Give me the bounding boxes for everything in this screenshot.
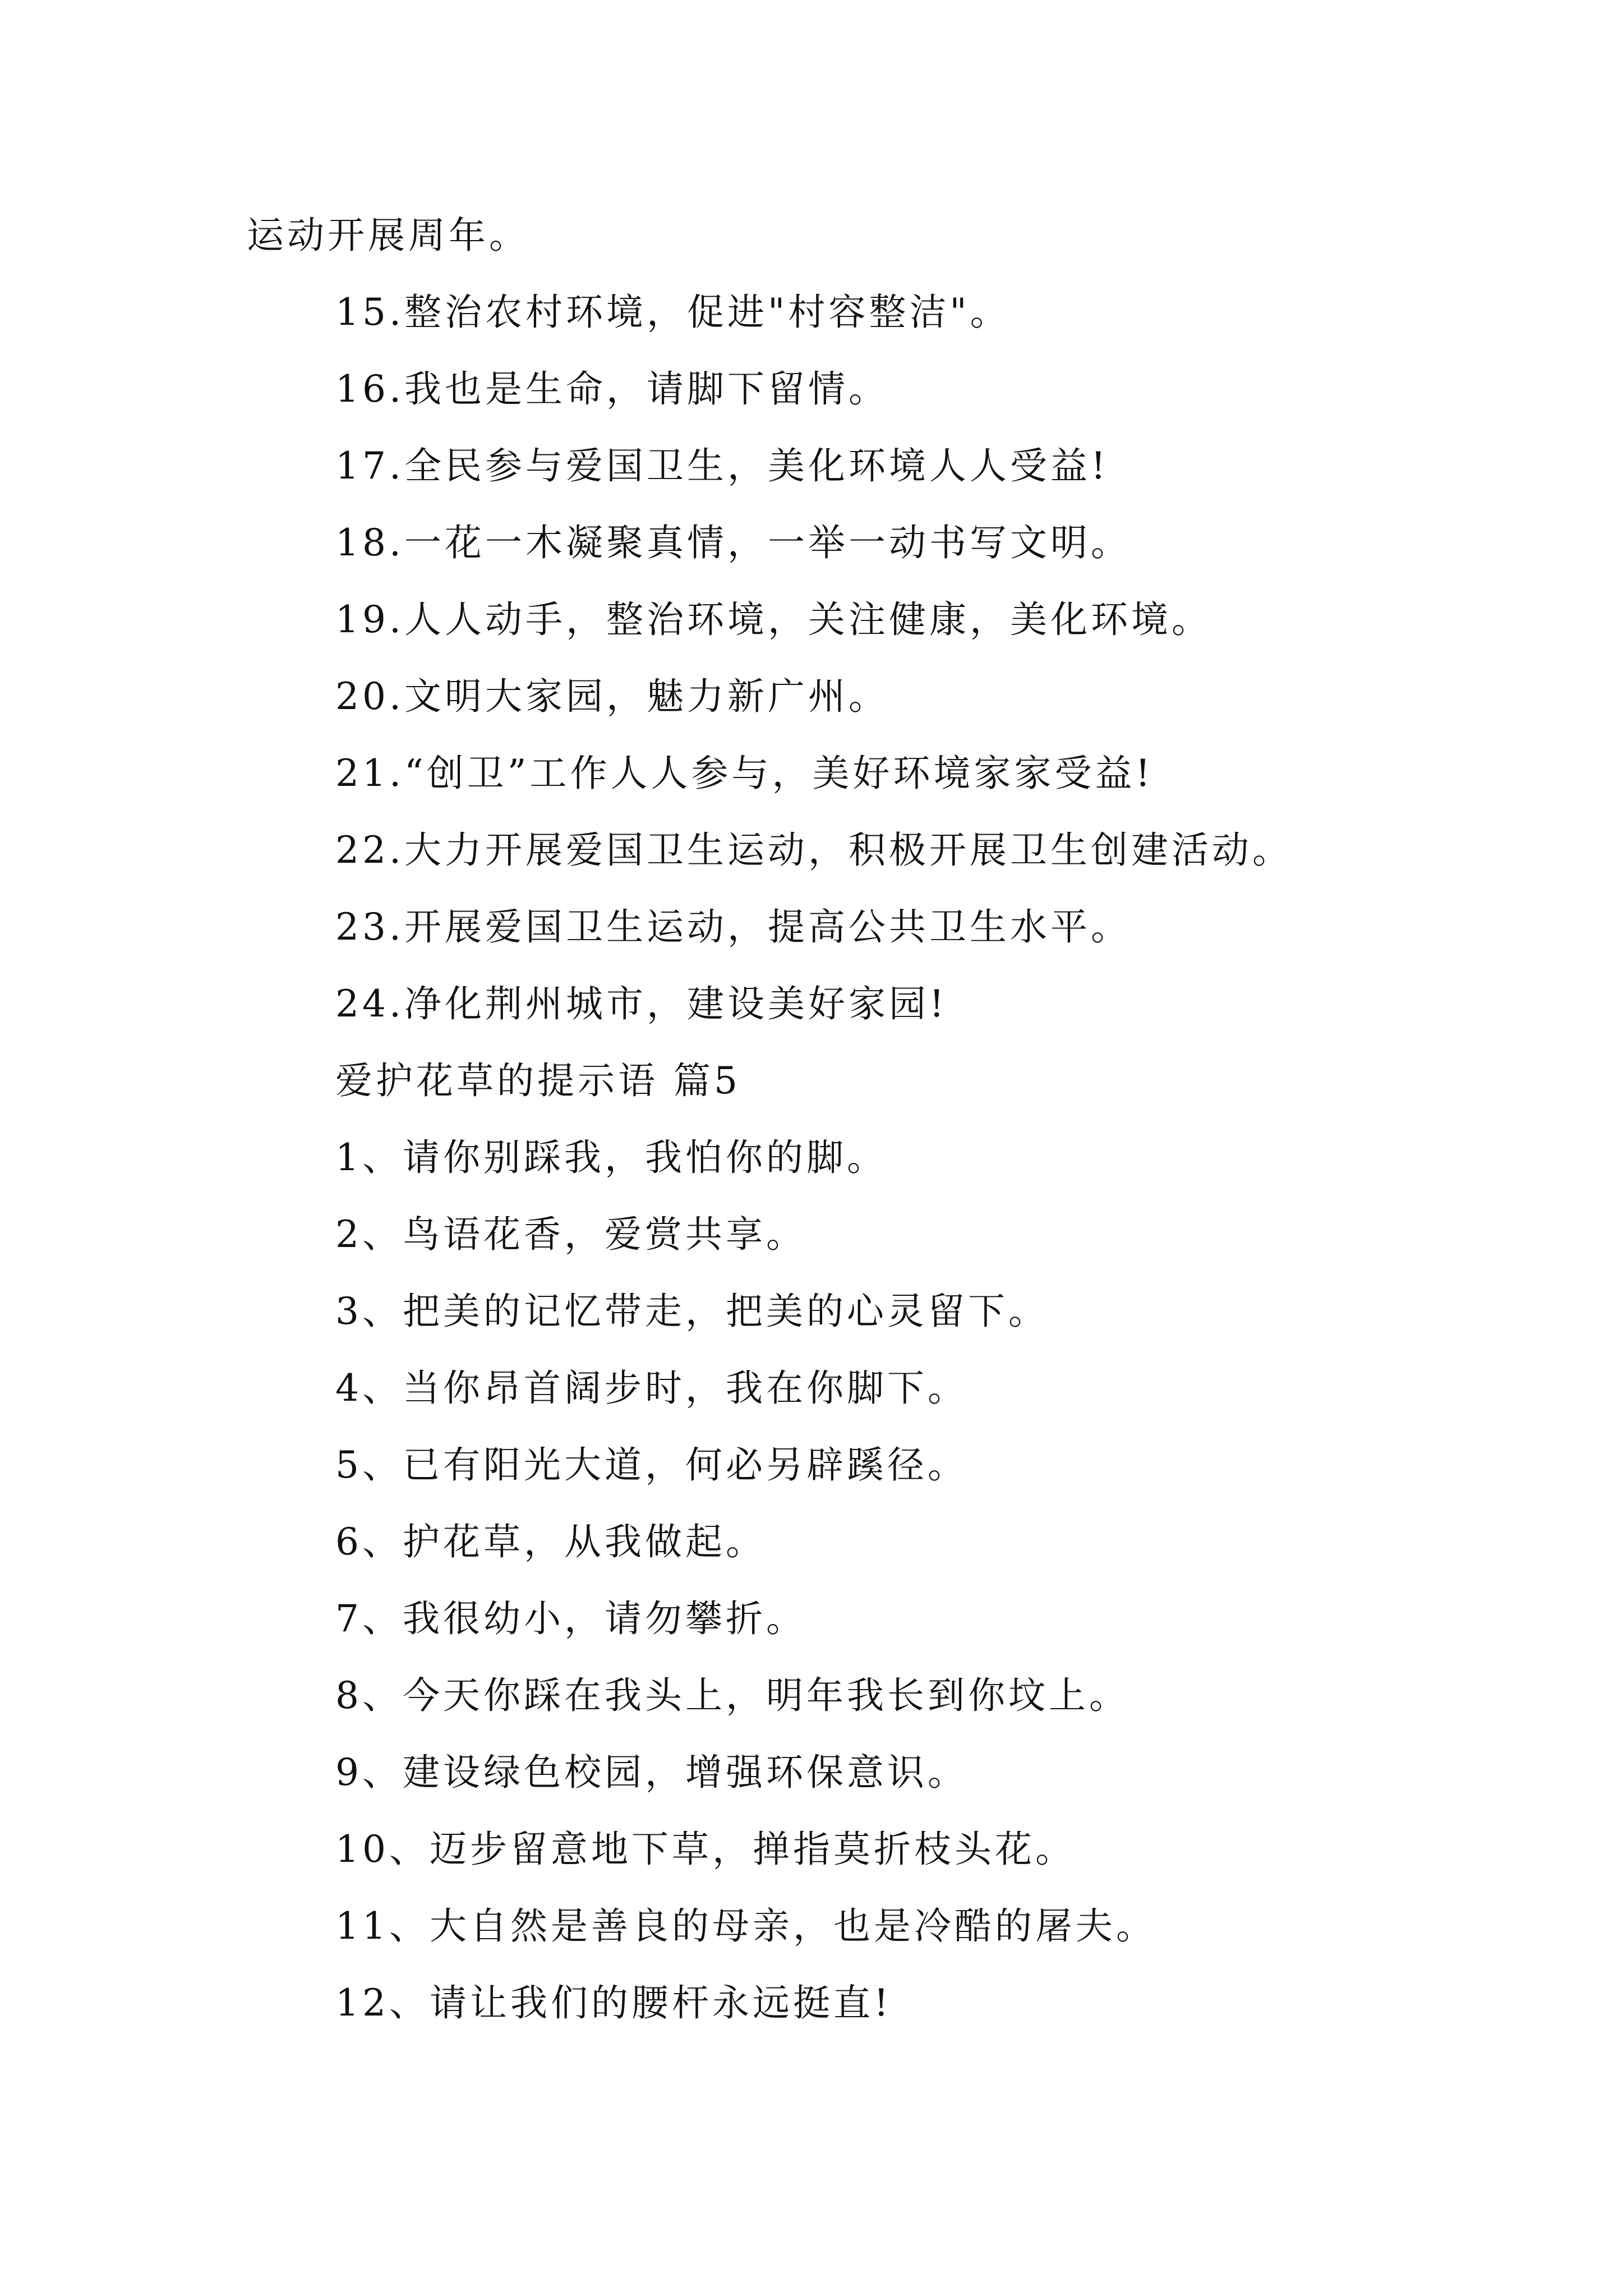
list-item: 11、大自然是善良的母亲，也是冷酷的屠夫。 [335,1904,1156,1948]
list-item: 10、迈步留意地下草，掸指莫折枝头花。 [335,1828,1076,1871]
list-item: 16.我也是生命，请脚下留情。 [335,367,889,411]
list-item: 19.人人动手，整治环境，关注健康，美化环境。 [335,598,1212,641]
list-item: 21.“创卫”工作人人参与，美好环境家家受益! [335,752,1154,795]
list-item: 22.大力开展爱国卫生运动，积极开展卫生创建活动。 [335,829,1293,872]
list-item: 9、建设绿色校园，增强环保意识。 [335,1751,968,1794]
list-item: 4、当你昂首阔步时，我在你脚下。 [335,1366,968,1410]
list-item: 15.整治农村环境，促进"村容整洁"。 [335,291,1011,334]
list-item: 24.净化荆州城市，建设美好家园! [335,982,948,1025]
list-item: 7、我很幼小，请勿攀折。 [335,1597,806,1640]
list-item: 1、请你别踩我，我怕你的脚。 [335,1136,887,1179]
section-heading: 爱护花草的提示语 篇5 [335,1059,741,1102]
list-item: 23.开展爱国卫生运动，提高公共卫生水平。 [335,905,1131,949]
list-item: 18.一花一木凝聚真情，一举一动书写文明。 [335,521,1131,564]
list-item: 12、请让我们的腰杆永远挺直! [335,1981,892,2024]
list-item: 20.文明大家园，魅力新广州。 [335,675,889,718]
list-item: 2、鸟语花香，爱赏共享。 [335,1213,806,1256]
list-item: 8、今天你踩在我头上，明年我长到你坟上。 [335,1674,1129,1717]
list-item: 17.全民参与爱国卫生，美化环境人人受益! [335,444,1109,487]
list-item: 6、护花草，从我做起。 [335,1520,766,1563]
continuation-line: 运动开展周年。 [247,214,529,257]
list-item: 3、把美的记忆带走，把美的心灵留下。 [335,1290,1049,1333]
list-item: 5、已有阳光大道，何必另辟蹊径。 [335,1443,968,1487]
